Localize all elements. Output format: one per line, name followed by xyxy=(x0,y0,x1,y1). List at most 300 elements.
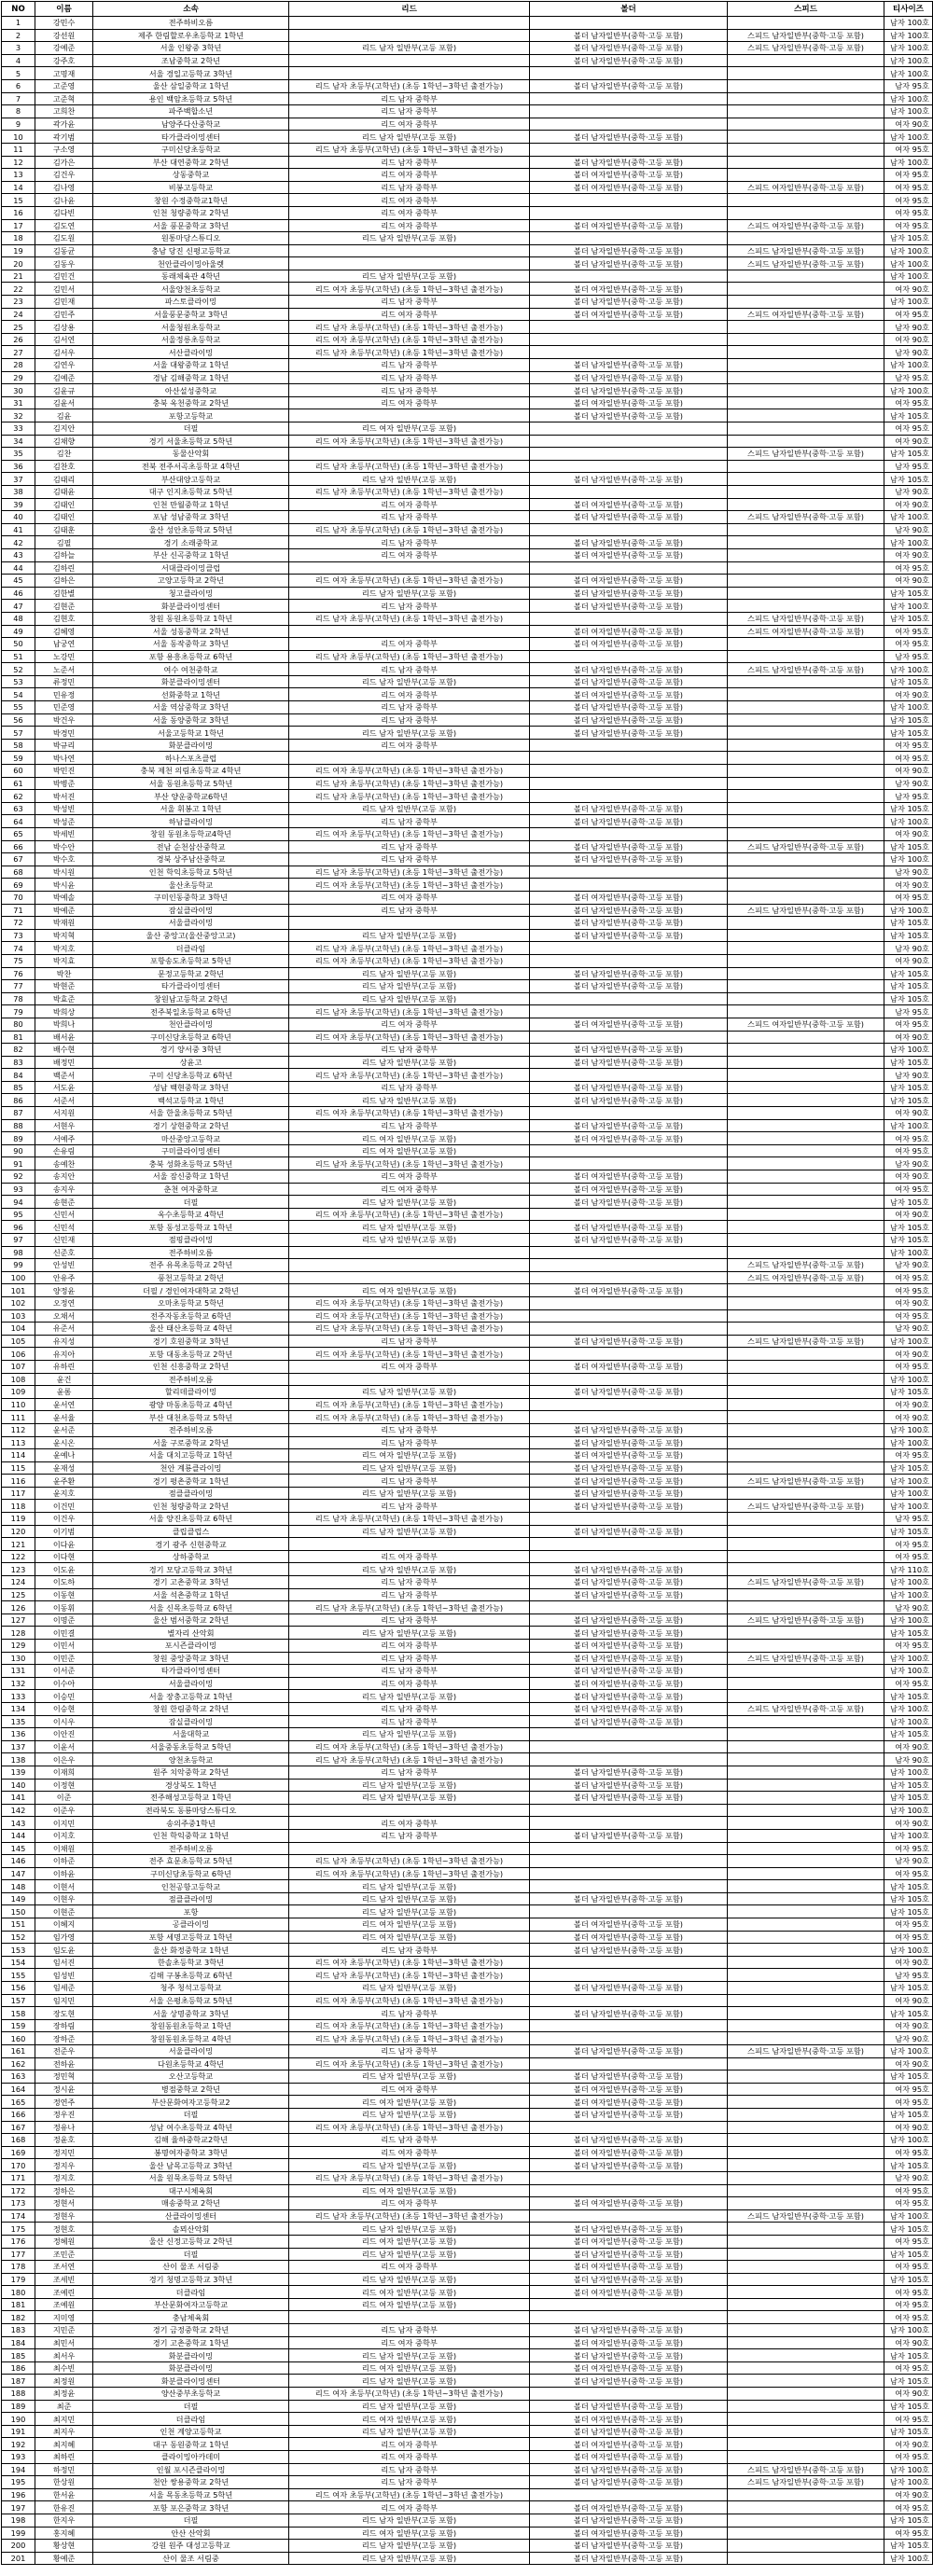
cell-speed xyxy=(728,435,884,448)
cell-org: 더필 xyxy=(93,2108,289,2121)
cell-org: 서울 양진초등학교 6학년 xyxy=(93,1513,289,1526)
cell-size: 남자 95호 xyxy=(884,1513,933,1526)
cell-size: 여자 90호 xyxy=(884,575,933,588)
cell-size: 여자 90호 xyxy=(884,954,933,967)
cell-name: 강선원 xyxy=(35,29,93,42)
cell-name: 안유주 xyxy=(35,1271,93,1284)
table-row xyxy=(2,2108,933,2121)
cell-org: 경기 고촌중학교 3학년 xyxy=(93,1576,289,1589)
cell-speed xyxy=(728,727,884,740)
cell-size: 남자 100호 xyxy=(884,42,933,55)
cell-speed xyxy=(728,1538,884,1551)
table-row xyxy=(2,739,933,752)
cell-org: 상하중학교 xyxy=(93,1550,289,1563)
table-row xyxy=(2,2197,933,2210)
cell-no: 163 xyxy=(2,2070,35,2084)
cell-lead: 리드 남자 중학부 xyxy=(289,1423,530,1436)
cell-lead: 리드 여자 일반부(고등 포함) xyxy=(289,2298,530,2311)
cell-name: 김민건 xyxy=(35,270,93,283)
cell-lead xyxy=(289,1246,530,1259)
table-row xyxy=(2,1144,933,1157)
cell-size: 여자 90호 xyxy=(884,688,933,701)
cell-speed xyxy=(728,2400,884,2413)
cell-no: 18 xyxy=(2,232,35,245)
cell-boulder: 볼더 여자일반부(중학·고등 포함) xyxy=(530,1918,728,1932)
cell-no: 193 xyxy=(2,2451,35,2464)
cell-lead: 리드 여자 중학부 xyxy=(289,2197,530,2210)
cell-name: 홍지혜 xyxy=(35,2527,93,2540)
cell-boulder: 볼더 남자일반부(중학·고등 포함) xyxy=(530,2425,728,2438)
cell-org: 인천 학익중학교 1학년 xyxy=(93,1829,289,1842)
cell-org: 포항고등학교 xyxy=(93,409,289,422)
cell-org: 구미신당초등학교 6학년 xyxy=(93,1031,289,1044)
cell-size: 여자 95호 xyxy=(884,2261,933,2274)
cell-size: 남자 105호 xyxy=(884,1690,933,1703)
cell-name: 박재원 xyxy=(35,917,93,930)
table-row xyxy=(2,384,933,397)
cell-name: 정윤호 xyxy=(35,2134,93,2147)
cell-org: 한솔초등학교 3학년 xyxy=(93,1956,289,1969)
cell-speed xyxy=(728,2286,884,2299)
cell-no: 111 xyxy=(2,1411,35,1424)
cell-lead: 리드 남자 초등부(고학년) (초등 1학년~3학년 출전가능) xyxy=(289,523,530,536)
cell-lead xyxy=(289,1804,530,1817)
table-row xyxy=(2,561,933,575)
cell-name: 이현준 xyxy=(35,1905,93,1918)
cell-lead: 리드 여자 중학부 xyxy=(289,498,530,511)
cell-no: 183 xyxy=(2,2324,35,2337)
cell-no: 148 xyxy=(2,1880,35,1893)
cell-boulder: 볼더 여자일반부(중학·고등 포함) xyxy=(530,219,728,232)
table-row xyxy=(2,1461,933,1475)
cell-org: 부산대양고등학교 xyxy=(93,473,289,486)
cell-lead xyxy=(289,2311,530,2324)
cell-speed xyxy=(728,2324,884,2337)
cell-no: 38 xyxy=(2,485,35,498)
cell-no: 54 xyxy=(2,688,35,701)
table-row xyxy=(2,663,933,676)
cell-org: 창원 동원초등학교4학년 xyxy=(93,828,289,841)
cell-size: 남자 95호 xyxy=(884,79,933,92)
cell-lead: 리드 여자 중학부 xyxy=(289,1360,530,1373)
cell-name: 김나윤 xyxy=(35,194,93,207)
cell-no: 106 xyxy=(2,1348,35,1361)
cell-lead: 리드 남자 초등부(고학년) (초등 1학년~3학년 출전가능) xyxy=(289,650,530,663)
cell-size: 남자 90호 xyxy=(884,866,933,879)
cell-no: 171 xyxy=(2,2171,35,2184)
table-row xyxy=(2,1348,933,1361)
cell-lead: 리드 남자 일반부(고등 포함) xyxy=(289,675,530,688)
cell-no: 175 xyxy=(2,2223,35,2236)
cell-boulder: 볼더 남자일반부(중학·고등 포함) xyxy=(530,1221,728,1234)
cell-size: 여자 90호 xyxy=(884,1031,933,1044)
table-row xyxy=(2,1081,933,1094)
cell-speed xyxy=(728,1208,884,1221)
cell-size: 남자 100호 xyxy=(884,1335,933,1348)
cell-speed xyxy=(728,206,884,219)
cell-lead: 리드 남자 일반부(고등 포함) xyxy=(289,1728,530,1741)
cell-name: 조민준 xyxy=(35,2248,93,2261)
cell-speed xyxy=(728,1056,884,1069)
cell-org: 구미인동중학교 3학년 xyxy=(93,891,289,904)
cell-speed xyxy=(728,359,884,372)
table-row xyxy=(2,1538,933,1551)
cell-size: 남자 105호 xyxy=(884,2007,933,2020)
cell-speed xyxy=(728,917,884,930)
cell-speed xyxy=(728,384,884,397)
table-row xyxy=(2,929,933,942)
cell-name: 이기범 xyxy=(35,1525,93,1538)
cell-no: 71 xyxy=(2,904,35,917)
cell-size: 남자 100호 xyxy=(884,2463,933,2476)
cell-size: 남자 100호 xyxy=(884,1436,933,1449)
cell-lead: 리드 남자 초등부(고학년) (초등 1학년~3학년 출전가능) xyxy=(289,942,530,955)
cell-name: 이건민 xyxy=(35,1500,93,1513)
cell-boulder: 볼더 남자일반부(중학·고등 포함) xyxy=(530,2476,728,2489)
cell-org: 부산문화여자고등학교 xyxy=(93,2298,289,2311)
cell-boulder xyxy=(530,2057,728,2070)
cell-lead: 리드 남자 중학부 xyxy=(289,2134,530,2147)
table-row xyxy=(2,194,933,207)
cell-size: 남자 105호 xyxy=(884,992,933,1005)
cell-speed xyxy=(728,1804,884,1817)
cell-size: 남자 90호 xyxy=(884,942,933,955)
cell-boulder: 볼더 남자일반부(중학·고등 포함) xyxy=(530,2108,728,2121)
cell-org: 서울 구로중학교 2학년 xyxy=(93,1436,289,1449)
cell-org: 잠실클라이밍 xyxy=(93,1715,289,1728)
table-row xyxy=(2,1817,933,1830)
cell-no: 55 xyxy=(2,701,35,714)
cell-no: 44 xyxy=(2,561,35,575)
cell-org: 전주북일초등학교 6학년 xyxy=(93,1005,289,1018)
cell-lead: 리드 남자 일반부(고등 포함) xyxy=(289,1525,530,1538)
cell-lead: 리드 여자 중학부 xyxy=(289,194,530,207)
cell-no: 14 xyxy=(2,181,35,194)
cell-lead: 리드 여자 중학부 xyxy=(289,891,530,904)
cell-boulder: 볼더 남자일반부(중학·고등 포함) xyxy=(530,2552,728,2565)
table-row xyxy=(2,675,933,688)
cell-size: 여자 90호 xyxy=(884,828,933,841)
table-row xyxy=(2,2388,933,2401)
cell-no: 143 xyxy=(2,1817,35,1830)
cell-size: 남자 100호 xyxy=(884,600,933,613)
cell-boulder xyxy=(530,1880,728,1893)
cell-name: 이건우 xyxy=(35,1513,93,1526)
cell-speed xyxy=(728,2096,884,2109)
cell-name: 고준영 xyxy=(35,79,93,92)
cell-no: 107 xyxy=(2,1360,35,1373)
cell-no: 149 xyxy=(2,1892,35,1905)
cell-speed xyxy=(728,2171,884,2184)
cell-org: 천안 계룡클라이밍 xyxy=(93,1461,289,1475)
cell-lead: 리드 여자 중학부 xyxy=(289,2336,530,2349)
cell-no: 91 xyxy=(2,1157,35,1170)
cell-speed xyxy=(728,815,884,828)
cell-lead xyxy=(289,752,530,765)
cell-boulder xyxy=(530,422,728,436)
cell-no: 70 xyxy=(2,891,35,904)
cell-speed xyxy=(728,1513,884,1526)
cell-boulder xyxy=(530,992,728,1005)
table-row xyxy=(2,2514,933,2527)
cell-speed xyxy=(728,891,884,904)
cell-lead: 리드 남자 일반부(고등 포함) xyxy=(289,1221,530,1234)
cell-size: 남자 100호 xyxy=(884,359,933,372)
cell-size: 여자 95호 xyxy=(884,2451,933,2464)
cell-speed xyxy=(728,2514,884,2527)
cell-lead: 리드 여자 중학부 xyxy=(289,206,530,219)
cell-no: 56 xyxy=(2,713,35,727)
cell-name: 임지민 xyxy=(35,1994,93,2007)
cell-boulder xyxy=(530,752,728,765)
header-speed: 스피드 xyxy=(728,2,884,17)
cell-size: 남자 100호 xyxy=(884,1944,933,1957)
cell-speed xyxy=(728,1157,884,1170)
cell-boulder: 볼더 여자일반부(중학·고등 포함) xyxy=(530,1449,728,1462)
cell-no: 185 xyxy=(2,2349,35,2362)
table-row xyxy=(2,752,933,765)
cell-org: 울산 남목고등학교 3학년 xyxy=(93,2159,289,2172)
cell-boulder xyxy=(530,2209,728,2223)
table-row xyxy=(2,1119,933,1132)
cell-size: 남자 105호 xyxy=(884,1461,933,1475)
cell-lead: 리드 여자 초등부(고학년) (초등 1학년~3학년 출전가능) xyxy=(289,1398,530,1411)
cell-size: 여자 95호 xyxy=(884,739,933,752)
cell-size: 여자 95호 xyxy=(884,625,933,638)
cell-boulder xyxy=(530,1728,728,1741)
cell-org: 전주하비오름 xyxy=(93,1373,289,1386)
table-row xyxy=(2,2146,933,2159)
cell-org: 동래체육관 4학년 xyxy=(93,270,289,283)
header-boulder: 볼더 xyxy=(530,2,728,17)
cell-size: 여자 90호 xyxy=(884,2019,933,2032)
cell-lead: 리드 여자 일반부(고등 포함) xyxy=(289,2235,530,2248)
cell-org: 더필 xyxy=(93,2248,289,2261)
cell-size: 여자 95호 xyxy=(884,638,933,651)
cell-speed xyxy=(728,929,884,942)
cell-speed: 스피드 남자일반부(중학·고등 포함) xyxy=(728,1259,884,1272)
cell-size: 남자 100호 xyxy=(884,270,933,283)
cell-size: 여자 95호 xyxy=(884,1183,933,1196)
cell-lead: 리드 남자 일반부(고등 포함) xyxy=(289,992,530,1005)
cell-name: 장도현 xyxy=(35,2007,93,2020)
cell-size: 남자 90호 xyxy=(884,485,933,498)
cell-lead: 리드 여자 초등부(고학년) (초등 1학년~3학년 출전가능) xyxy=(289,1994,530,2007)
cell-size: 남자 100호 xyxy=(884,131,933,144)
cell-boulder xyxy=(530,561,728,575)
cell-no: 84 xyxy=(2,1069,35,1082)
cell-speed xyxy=(728,2425,884,2438)
table-row xyxy=(2,1044,933,1057)
cell-no: 200 xyxy=(2,2540,35,2553)
cell-name: 박민진 xyxy=(35,765,93,778)
cell-speed xyxy=(728,2361,884,2375)
cell-boulder xyxy=(530,777,728,790)
cell-boulder: 볼더 남자일반부(중학·고등 포함) xyxy=(530,1044,728,1057)
cell-org: 전주하비오름 xyxy=(93,1842,289,1855)
cell-speed xyxy=(728,992,884,1005)
cell-no: 23 xyxy=(2,296,35,309)
cell-org: 상동중학교 xyxy=(93,169,289,182)
cell-name: 정우진 xyxy=(35,2108,93,2121)
cell-speed xyxy=(728,638,884,651)
table-row xyxy=(2,485,933,498)
cell-name: 이민서 xyxy=(35,1640,93,1653)
cell-name: 김태인 xyxy=(35,511,93,524)
cell-lead: 리드 남자 초등부(고학년) (초등 1학년~3학년 출전가능) xyxy=(289,485,530,498)
cell-no: 190 xyxy=(2,2413,35,2426)
cell-size: 남자 100호 xyxy=(884,1246,933,1259)
cell-lead: 리드 여자 중학부 xyxy=(289,1550,530,1563)
cell-lead: 리드 남자 일반부(고등 포함) xyxy=(289,802,530,815)
cell-lead: 리드 남자 일반부(고등 포함) xyxy=(289,2070,530,2084)
cell-size: 남자 100호 xyxy=(884,29,933,42)
table-row xyxy=(2,1690,933,1703)
cell-size: 여자 95호 xyxy=(884,2235,933,2248)
cell-size: 여자 95호 xyxy=(884,2286,933,2299)
cell-size: 남자 105호 xyxy=(884,2223,933,2236)
cell-speed: 스피드 남자일반부(중학·고등 포함) xyxy=(728,612,884,625)
cell-no: 169 xyxy=(2,2146,35,2159)
cell-size: 여자 95호 xyxy=(884,2298,933,2311)
cell-name: 강민수 xyxy=(35,17,93,30)
cell-name: 곽기범 xyxy=(35,131,93,144)
table-row xyxy=(2,765,933,778)
table-row xyxy=(2,1208,933,1221)
cell-boulder: 볼더 남자일반부(중학·고등 포함) xyxy=(530,1652,728,1665)
table-row xyxy=(2,17,933,30)
cell-speed xyxy=(728,67,884,80)
cell-lead: 리드 남자 일반부(고등 포함) xyxy=(289,1627,530,1640)
table-row xyxy=(2,2527,933,2540)
cell-org: 타가클라이밍센터 xyxy=(93,131,289,144)
cell-lead: 리드 남자 중학부 xyxy=(289,853,530,866)
cell-lead xyxy=(289,409,530,422)
cell-org: 충북 제천 의림초등학교 4학년 xyxy=(93,765,289,778)
cell-boulder xyxy=(530,1069,728,1082)
cell-boulder xyxy=(530,1144,728,1157)
cell-size: 남자 90호 xyxy=(884,1157,933,1170)
table-row xyxy=(2,1335,933,1348)
cell-size: 남자 105호 xyxy=(884,1792,933,1805)
cell-speed xyxy=(728,409,884,422)
cell-size: 남자 90호 xyxy=(884,321,933,334)
cell-boulder xyxy=(530,1348,728,1361)
cell-boulder: 볼더 남자일반부(중학·고등 포함) xyxy=(530,1094,728,1107)
cell-boulder xyxy=(530,1107,728,1120)
cell-size: 여자 90호 xyxy=(884,2057,933,2070)
cell-size: 여자 95호 xyxy=(884,1271,933,1284)
cell-no: 128 xyxy=(2,1627,35,1640)
cell-boulder xyxy=(530,2298,728,2311)
cell-lead: 리드 여자 일반부(고등 포함) xyxy=(289,1132,530,1145)
cell-speed xyxy=(728,2070,884,2084)
cell-org: 부산 양운중학교6학년 xyxy=(93,790,289,803)
cell-size: 여자 95호 xyxy=(884,2197,933,2210)
table-row xyxy=(2,1449,933,1462)
cell-org: 서울 장충고등학교 1학년 xyxy=(93,1690,289,1703)
table-row xyxy=(2,1296,933,1309)
cell-boulder: 볼더 남자일반부(중학·고등 포함) xyxy=(530,1627,728,1640)
cell-no: 150 xyxy=(2,1905,35,1918)
table-row xyxy=(2,2248,933,2261)
table-row xyxy=(2,1601,933,1614)
cell-lead: 리드 여자 일반부(고등 포함) xyxy=(289,2527,530,2540)
cell-boulder xyxy=(530,1157,728,1170)
cell-speed xyxy=(728,1246,884,1259)
cell-lead: 리드 여자 중학부 xyxy=(289,2501,530,2514)
cell-org: 경기 모당고등학교 3학년 xyxy=(93,1563,289,1576)
cell-name: 곽가윤 xyxy=(35,118,93,131)
cell-size: 남자 105호 xyxy=(884,929,933,942)
cell-lead: 리드 남자 일반부(고등 포함) xyxy=(289,2540,530,2553)
cell-boulder: 볼더 여자일반부(중학·고등 포함) xyxy=(530,2261,728,2274)
cell-no: 115 xyxy=(2,1461,35,1475)
cell-size: 여자 90호 xyxy=(884,1296,933,1309)
cell-boulder: 볼더 남자일반부(중학·고등 포함) xyxy=(530,967,728,980)
cell-org: 서울청원초등학교 xyxy=(93,321,289,334)
cell-speed: 스피드 남자일반부(중학·고등 포함) xyxy=(728,1475,884,1488)
cell-lead: 리드 여자 중학부 xyxy=(289,2451,530,2464)
cell-no: 145 xyxy=(2,1842,35,1855)
table-row xyxy=(2,1284,933,1297)
cell-org: 전라북도 동룡마당스튜디오 xyxy=(93,1804,289,1817)
cell-lead: 리드 남자 일반부(고등 포함) xyxy=(289,473,530,486)
cell-speed xyxy=(728,942,884,955)
cell-name: 박병준 xyxy=(35,777,93,790)
cell-boulder: 볼더 남자일반부(중학·고등 포함) xyxy=(530,1500,728,1513)
cell-speed xyxy=(728,1221,884,1234)
cell-size: 남자 105호 xyxy=(884,2273,933,2286)
cell-boulder xyxy=(530,1373,728,1386)
cell-boulder xyxy=(530,1601,728,1614)
cell-no: 191 xyxy=(2,2425,35,2438)
table-row xyxy=(2,1018,933,1031)
cell-boulder: 볼더 남자일반부(중학·고등 포함) xyxy=(530,29,728,42)
table-row xyxy=(2,2336,933,2349)
cell-org: 점핑클라이밍 xyxy=(93,1234,289,1247)
table-row xyxy=(2,283,933,296)
cell-boulder xyxy=(530,650,728,663)
cell-no: 9 xyxy=(2,118,35,131)
cell-no: 165 xyxy=(2,2096,35,2109)
table-header xyxy=(2,2,933,17)
cell-lead: 리드 남자 중학부 xyxy=(289,840,530,853)
cell-size: 여자 95호 xyxy=(884,2146,933,2159)
cell-org: 서울 잠신중학교 1학년 xyxy=(93,1170,289,1184)
cell-name: 이다현 xyxy=(35,1550,93,1563)
cell-size: 여자 95호 xyxy=(884,1360,933,1373)
cell-name: 손유림 xyxy=(35,1144,93,1157)
cell-speed xyxy=(728,396,884,409)
cell-no: 198 xyxy=(2,2514,35,2527)
cell-name: 서준서 xyxy=(35,1094,93,1107)
cell-speed xyxy=(728,2298,884,2311)
table-row xyxy=(2,2184,933,2197)
cell-name: 이은우 xyxy=(35,1753,93,1766)
table-row xyxy=(2,435,933,448)
table-row xyxy=(2,2540,933,2553)
table-row xyxy=(2,1259,933,1272)
cell-speed xyxy=(728,1677,884,1690)
cell-lead: 리드 남자 중학부 xyxy=(289,1702,530,1715)
cell-size: 여자 90호 xyxy=(884,1170,933,1184)
cell-size: 남자 100호 xyxy=(884,67,933,80)
cell-name: 이준 xyxy=(35,1792,93,1805)
table-row xyxy=(2,891,933,904)
cell-no: 182 xyxy=(2,2311,35,2324)
table-row xyxy=(2,308,933,321)
